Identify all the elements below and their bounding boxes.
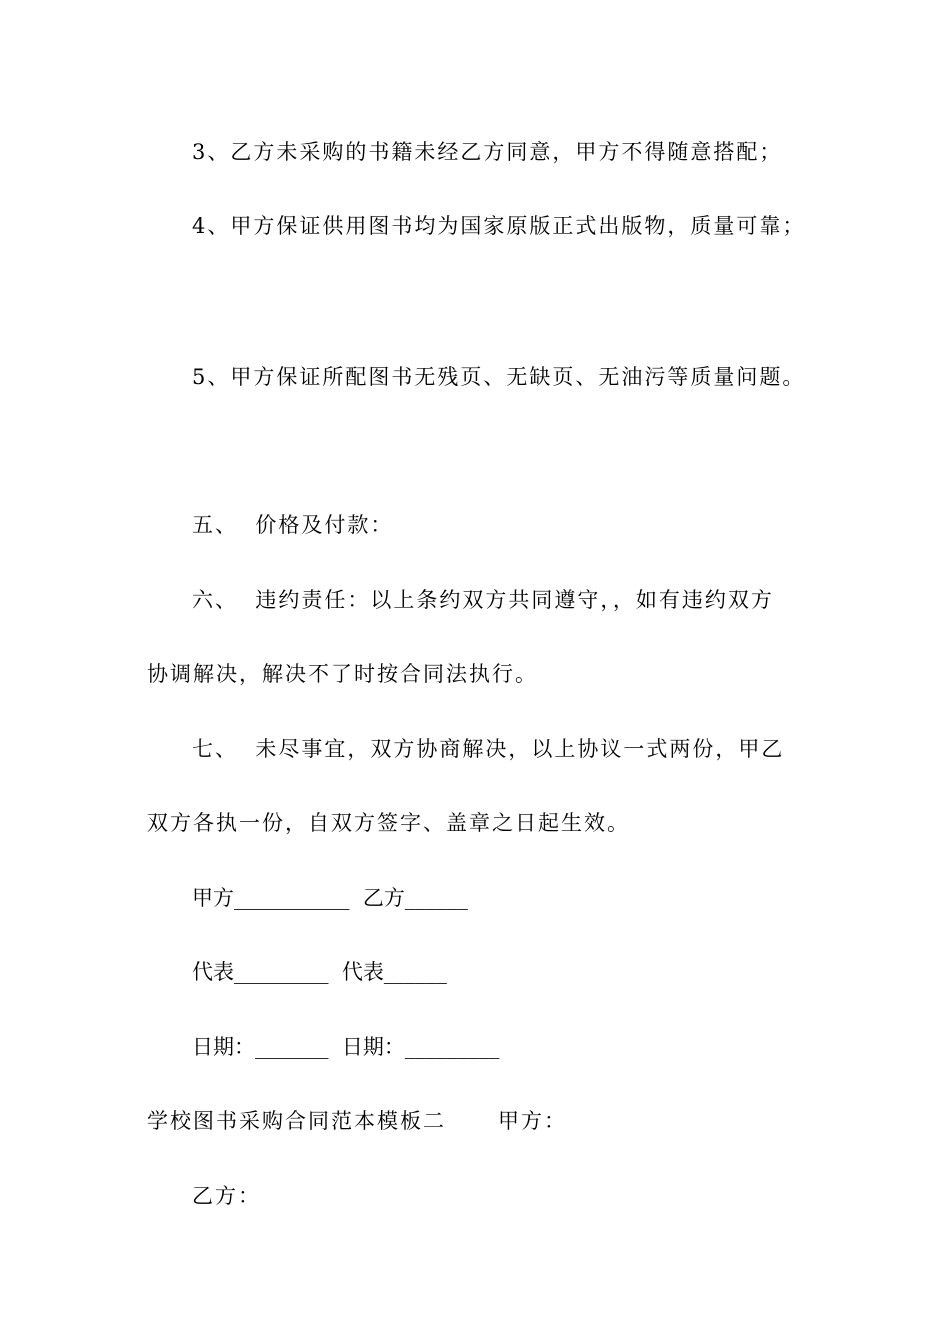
section-7-line-1: 七、 未尽事宜，双方协商解决，以上协议一式两份，甲乙 [192, 737, 785, 761]
section-7-line-2: 双方各执一份，自双方签字、盖章之日起生效。 [147, 811, 630, 835]
clause-4: 4、甲方保证供用图书均为国家原版正式出版物，质量可靠； [192, 214, 806, 238]
template-2-party-b: 乙方： [192, 1184, 261, 1208]
section-6-line-1: 六、 违约责任：以上条约双方共同遵守，，如有违约双方 [192, 588, 774, 612]
signature-representative-line: 代表_________ 代表______ [192, 960, 447, 984]
section-6-line-2: 协调解决，解决不了时按合同法执行。 [147, 662, 538, 686]
clause-5: 5、甲方保证所配图书无残页、无缺页、无油污等质量问题。 [192, 365, 806, 389]
section-5-price-payment: 五、 价格及付款： [192, 513, 394, 537]
template-2-title: 学校图书采购合同范本模板二 甲方： [147, 1109, 568, 1133]
signature-party-line: 甲方___________ 乙方______ [192, 886, 468, 910]
clause-3: 3、乙方未采购的书籍未经乙方同意，甲方不得随意搭配； [192, 140, 783, 164]
signature-date-line: 日期：_______ 日期：_________ [192, 1035, 500, 1059]
